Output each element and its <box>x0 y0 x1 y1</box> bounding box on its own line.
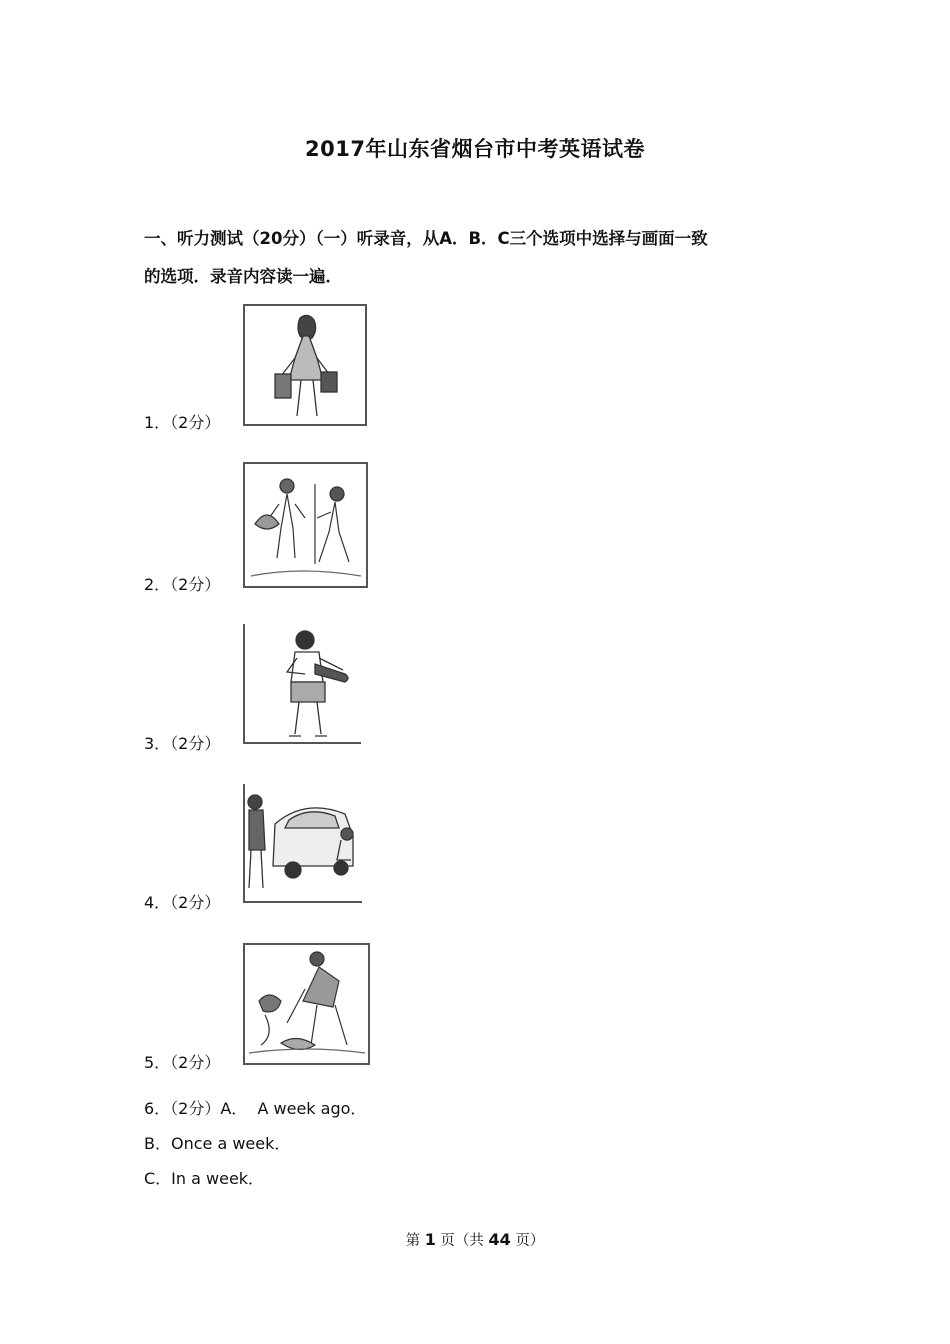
woman-shopping-illustration <box>245 306 365 424</box>
question-4-picture <box>243 784 362 903</box>
question-2-picture <box>243 462 368 588</box>
question-6-option-c: C．In a week． <box>144 1169 265 1188</box>
footer-prefix: 第 <box>405 1233 425 1249</box>
question-6-option-b: B．Once a week． <box>144 1134 291 1153</box>
question-5-picture <box>243 943 370 1065</box>
violin-player-illustration <box>245 624 361 742</box>
section-instructions-line2: 的选项．录音内容读一遍． <box>144 267 342 286</box>
question-1-label: 1．（2分） <box>144 413 221 432</box>
question-2-label: 2．（2分） <box>144 575 221 594</box>
page-footer <box>0 1229 950 1250</box>
page-title: 2017年山东省烟台市中考英语试卷 <box>305 137 645 161</box>
car-repair-illustration <box>245 784 362 901</box>
footer-page-number: 1 <box>424 1230 436 1249</box>
question-6-stem: 6．（2分）A． A week ago． <box>144 1099 367 1118</box>
question-4-label: 4．（2分） <box>144 893 221 912</box>
section-instructions-line1: 一、听力测试（20分）（一）听录音，从A．B．C三个选项中选择与画面一致 <box>144 229 708 248</box>
question-3-picture <box>243 624 361 744</box>
question-3-label: 3．（2分） <box>144 734 221 753</box>
question-5-label: 5．（2分） <box>144 1053 221 1072</box>
footer-suffix: 页） <box>510 1233 545 1249</box>
tree-planting-illustration <box>245 464 366 586</box>
footer-total-pages: 44 <box>488 1230 511 1249</box>
question-1-picture <box>243 304 367 426</box>
section-instructions <box>144 220 824 296</box>
footer-middle: 页（共 <box>435 1233 489 1249</box>
feeding-animals-illustration <box>245 945 368 1063</box>
